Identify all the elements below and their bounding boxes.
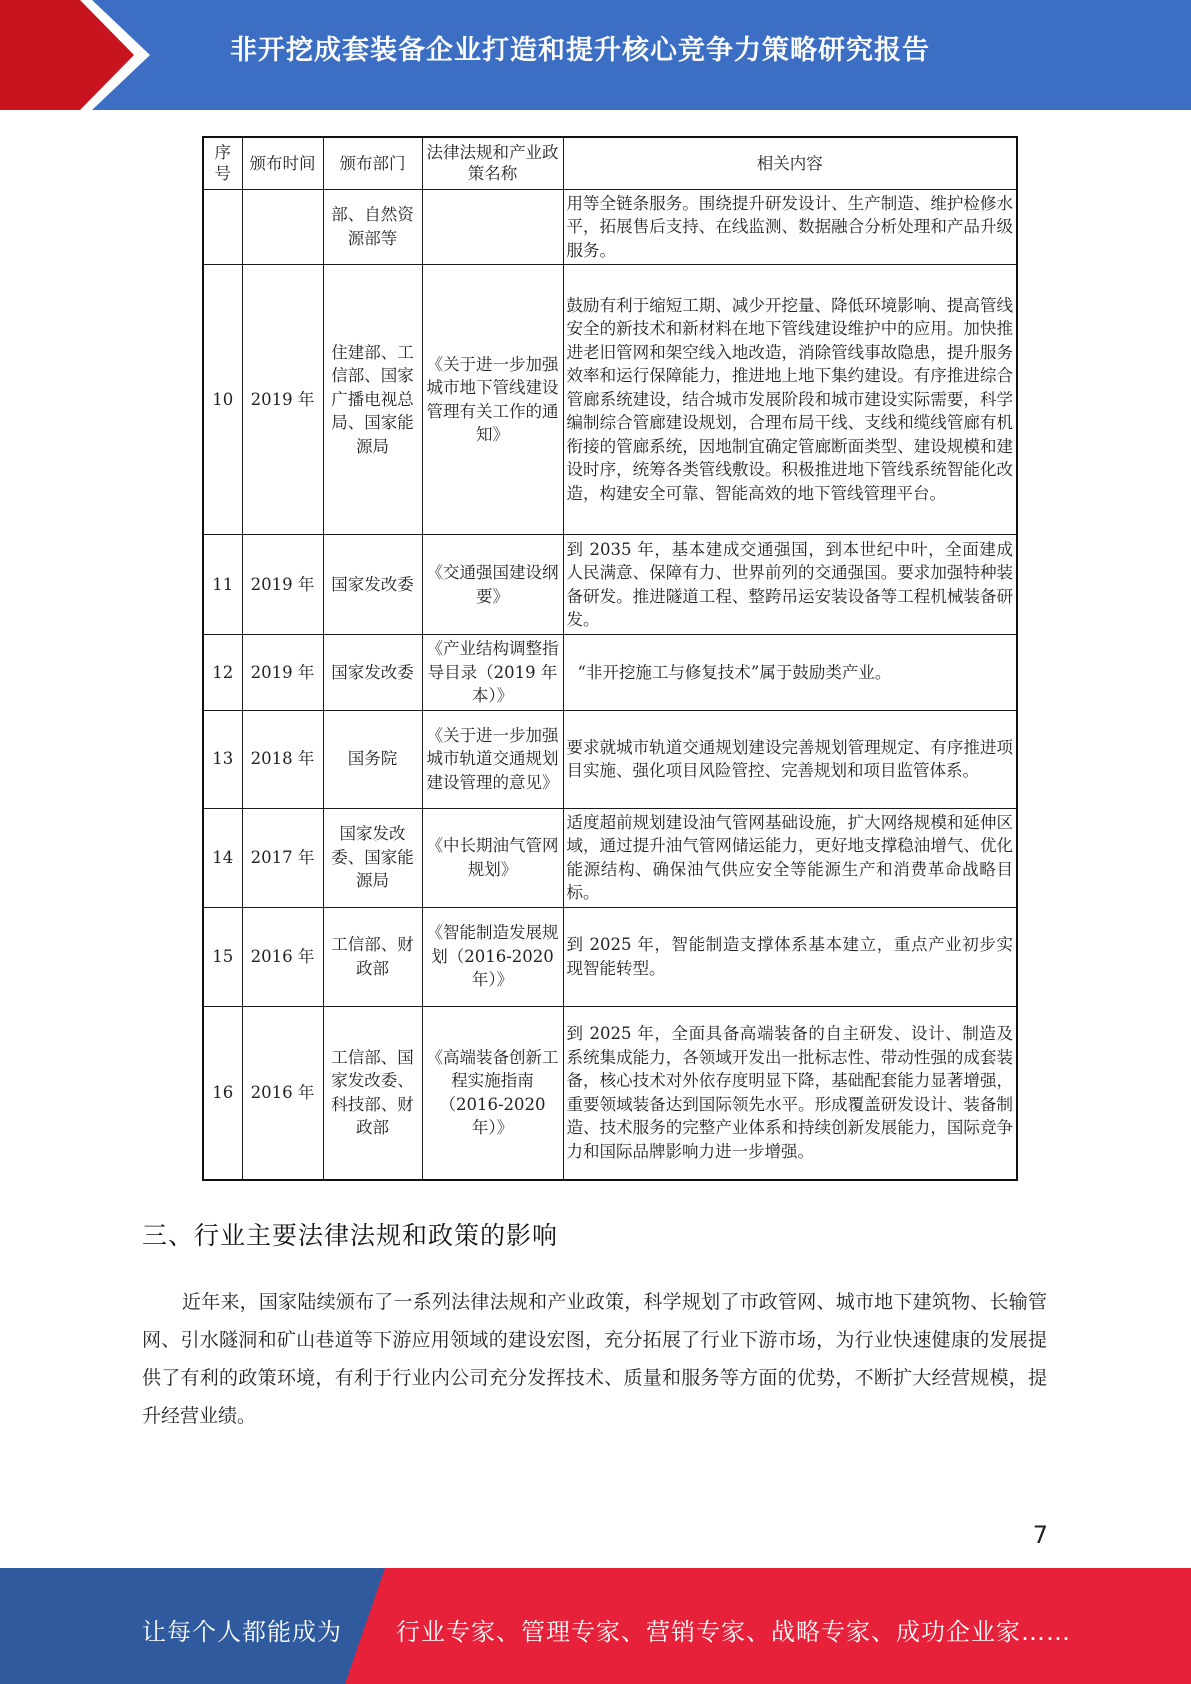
row-policy-name: 《智能制造发展规划（2016-2020 年）》 [422,907,563,1006]
row-department: 工信部、国家发改委、科技部、财政部 [323,1006,422,1180]
table-header-row [203,137,1017,189]
row-policy-name: 《中长期油气管网规划》 [422,808,563,907]
header-arrow-decoration [0,0,150,110]
row-content: “非开挖施工与修复技术”属于鼓励类产业。 [563,635,1017,711]
page-footer [0,1568,1191,1684]
row-index: 10 [203,265,242,535]
row-content: 到 2035 年，基本建成交通强国，到本世纪中叶，全面建成人民满意、保障有力、世界前列的交通强国。要求加强特种装备研发。推进隧道工程、整跨吊运安装设备等工程机械装备研发。 [563,535,1017,635]
row-year: 2019 年 [242,535,323,635]
row-index: 11 [203,535,242,635]
row-content: 用等全链条服务。围绕提升研发设计、生产制造、维护检修水平，拓展售后支持、在线监测、数据融合分析处理和产品升级服务。 [563,189,1017,265]
header-department: 颁布部门 [323,137,422,189]
row-policy-name: 《交通强国建设纲要》 [422,535,563,635]
header-content: 相关内容 [563,137,1017,189]
header-policy-name: 法律法规和产业政策名称 [422,137,563,189]
row-index: 16 [203,1006,242,1180]
table-row [203,808,1017,907]
page-number: 7 [1032,1521,1048,1549]
table-row [203,710,1017,808]
row-year: 2016 年 [242,907,323,1006]
table-row [203,189,1017,265]
header-year: 颁布时间 [242,137,323,189]
row-year: 2019 年 [242,635,323,711]
row-index [203,189,242,265]
row-content: 适度超前规划建设油气管网基础设施，扩大网络规模和延伸区域，通过提升油气管网储运能力，更好地支撑稳油增气、优化能源结构、确保油气供应安全等能源生产和消费革命战略目标。 [563,808,1017,907]
row-index: 13 [203,710,242,808]
report-title: 非开挖成套装备企业打造和提升核心竞争力策略研究报告 [230,35,930,66]
section-heading: 三、行业主要法律法规和政策的影响 [142,1221,559,1250]
row-content: 到 2025 年，智能制造支撑体系基本建立，重点产业初步实现智能转型。 [563,907,1017,1006]
policy-table [202,136,1018,1181]
row-policy-name: 《关于进一步加强城市地下管线建设管理有关工作的通知》 [422,265,563,535]
row-index: 15 [203,907,242,1006]
row-content: 要求就城市轨道交通规划建设完善规划管理规定、有序推进项目实施、强化项目风险管控、完善规划和项目监管体系。 [563,710,1017,808]
row-policy-name: 《关于进一步加强城市轨道交通规划建设管理的意见》 [422,710,563,808]
row-year [242,189,323,265]
row-year: 2019 年 [242,265,323,535]
policy-table-container [202,136,1016,1181]
row-department: 国家发改委 [323,635,422,711]
footer-slogan-right: 行业专家、管理专家、营销专家、战略专家、成功企业家…… [396,1618,1071,1646]
table-row [203,907,1017,1006]
row-department: 住建部、工信部、国家广播电视总局、国家能源局 [323,265,422,535]
row-department: 国家发改委 [323,535,422,635]
footer-slogan-left: 让每个人都能成为 [142,1618,342,1646]
table-row [203,265,1017,535]
table-row [203,1006,1017,1180]
row-index: 14 [203,808,242,907]
row-year: 2018 年 [242,710,323,808]
header-index: 序号 [203,137,242,189]
table-row [203,635,1017,711]
table-row [203,535,1017,635]
row-policy-name: 《产业结构调整指导目录（2019 年本）》 [422,635,563,711]
row-department: 工信部、财政部 [323,907,422,1006]
section-paragraph: 近年来，国家陆续颁布了一系列法律法规和产业政策，科学规划了市政管网、城市地下建筑物、长输管网、引水隧洞和矿山巷道等下游应用领域的建设宏图，充分拓展了行业下游市场，为行业快速健康的发展提供了有利的政策环境，有利于行业内公司充分发挥技术、质量和服务等方面的优势，不断扩大经营规模，提升经营业绩。 [142,1291,1047,1427]
row-year: 2017 年 [242,808,323,907]
row-department: 国家发改委、国家能源局 [323,808,422,907]
page-header [0,0,1191,110]
row-policy-name: 《高端装备创新工程实施指南（2016-2020 年）》 [422,1006,563,1180]
row-content: 鼓励有利于缩短工期、减少开挖量、降低环境影响、提高管线安全的新技术和新材料在地下管线建设维护中的应用。加快推进老旧管网和架空线入地改造，消除管线事故隐患，提升服务效率和运行保障能力，推进地上地下集约建设。有序推进综合管廊系统建设，结合城市发展阶段和城市建设实际需要，科学编制综合管廊建设规划，合理布局干线、支线和缆线管廊有机衔接的管廊系统，因地制宜确定管廊断面类型、建设规模和建设时序，统筹各类管线敷设。积极推进地下管线系统智能化改造，构建安全可靠、智能高效的地下管线管理平台。 [563,265,1017,535]
row-policy-name [422,189,563,265]
row-content: 到 2025 年，全面具备高端装备的自主研发、设计、制造及系统集成能力，各领域开发出一批标志性、带动性强的成套装备，核心技术对外依存度明显下降，基础配套能力显著增强，重要领域装备达到国际领先水平。形成覆盖研发设计、装备制造、技术服务的完整产业体系和持续创新发展能力，国际竞争力和国际品牌影响力进一步增强。 [563,1006,1017,1180]
row-department: 部、自然资源部等 [323,189,422,265]
row-department: 国务院 [323,710,422,808]
row-year: 2016 年 [242,1006,323,1180]
row-index: 12 [203,635,242,711]
